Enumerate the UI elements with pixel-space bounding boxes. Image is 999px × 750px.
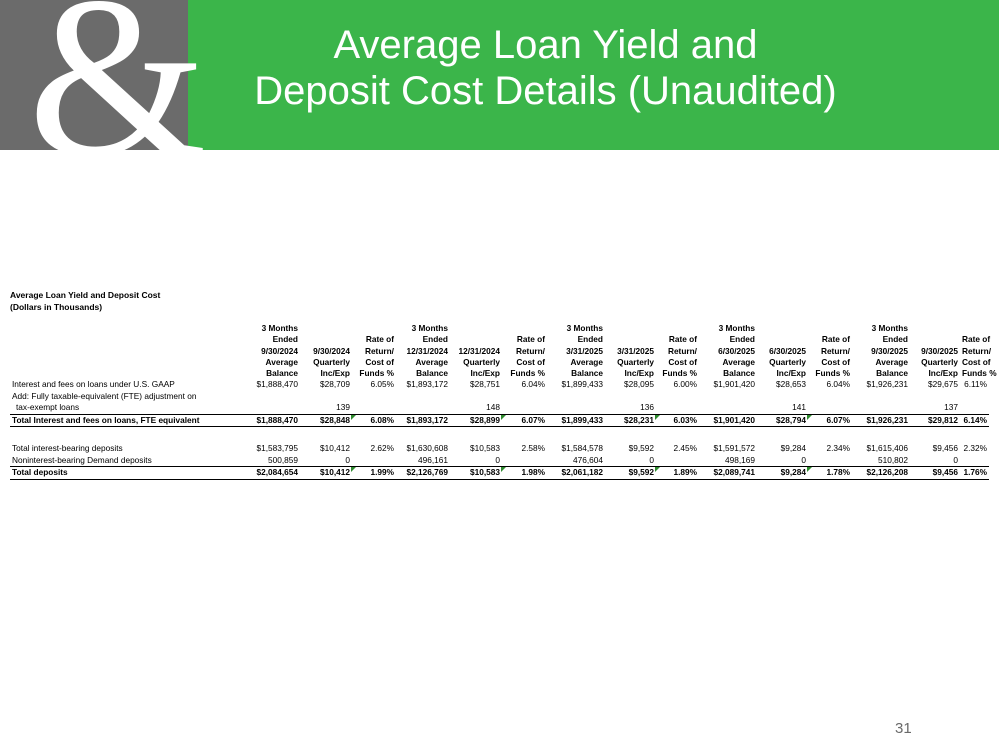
- cell-value: 1.89%: [673, 467, 697, 478]
- column-header: [960, 323, 997, 379]
- table-cell: $9,456: [910, 467, 960, 480]
- column-header: [396, 323, 450, 379]
- column-header-line: Cost of: [365, 356, 394, 367]
- table-cell: [502, 455, 547, 467]
- table-cell: $9,456: [932, 443, 958, 454]
- table-cell: $28,095: [624, 379, 654, 390]
- table-cell: $1,630,608: [406, 443, 448, 454]
- column-header-line: 12/31/2024: [406, 345, 448, 356]
- table-cell: $9,284: [780, 443, 806, 454]
- column-header-line: Quarterly: [769, 356, 806, 367]
- table-cell: [808, 467, 852, 480]
- table-cell: $1,584,578: [561, 443, 603, 454]
- column-header-line: Rate of: [962, 334, 991, 345]
- table-cell: $2,126,769: [396, 467, 450, 480]
- row-label: Total Interest and fees on loans, FTE equivalent: [10, 414, 241, 427]
- column-header: [300, 323, 352, 379]
- table-cell: $1,899,433: [561, 379, 603, 390]
- table-cell: [547, 391, 605, 403]
- column-header-line: Cost of: [821, 356, 850, 367]
- table-cell: [699, 391, 757, 403]
- column-header-line: Funds %: [662, 368, 697, 379]
- table-cell: $28,653: [776, 379, 806, 390]
- table-cell: 6.05%: [370, 379, 394, 390]
- table-cell: $1,926,231: [852, 414, 910, 427]
- slide-title: [188, 22, 903, 114]
- table-cell: 510,802: [878, 454, 908, 465]
- table-cell: [352, 414, 396, 427]
- column-header-line: 9/30/2024: [261, 345, 298, 356]
- table-cell: 6.14%: [960, 414, 989, 427]
- table-cell: $1,591,572: [713, 443, 755, 454]
- table-cell: $2,126,208: [852, 467, 910, 480]
- table-cell: [502, 391, 547, 403]
- column-header-line: Return/: [962, 345, 992, 356]
- table-cell: [699, 402, 757, 414]
- column-header-line: 3 Months: [718, 323, 755, 333]
- cell-marker-icon: [501, 415, 506, 420]
- table-cell: $1,893,172: [406, 379, 448, 390]
- table-cell: 0: [953, 454, 958, 465]
- table-cell: $1,615,406: [866, 443, 908, 454]
- table-cell: [396, 391, 450, 403]
- table-cell: [547, 427, 605, 444]
- row-label: Total deposits: [10, 467, 241, 480]
- table-cell: $1,893,172: [396, 414, 450, 427]
- table-cell: [352, 455, 396, 467]
- page-number: 31: [895, 720, 912, 737]
- total-row: [10, 467, 989, 480]
- column-header-line: Balance: [416, 368, 448, 379]
- table-cell: [656, 402, 699, 414]
- column-header-line: Average: [875, 356, 908, 367]
- column-header-line: Return/: [820, 345, 850, 356]
- column-header-line: 3 Months: [566, 323, 603, 333]
- table-cell: [656, 391, 699, 403]
- column-header-line: Average: [415, 356, 448, 367]
- column-header-line: Cost of: [516, 356, 545, 367]
- table-cell: 0: [495, 454, 500, 465]
- table-cell: [352, 467, 396, 480]
- table-cell: [502, 414, 547, 427]
- table-cell: 136: [640, 402, 654, 413]
- cell-marker-icon: [655, 467, 660, 472]
- table-cell: [910, 391, 960, 403]
- header-label-cell: [10, 323, 241, 379]
- column-header-line: Quarterly: [313, 356, 350, 367]
- table-row: [10, 379, 989, 391]
- cell-marker-icon: [351, 415, 356, 420]
- cell-marker-icon: [655, 415, 660, 420]
- table-cell: [396, 427, 450, 444]
- table-cell: 2.58%: [521, 443, 545, 454]
- table-cell: [699, 427, 757, 444]
- loan-yield-deposit-cost-table: [10, 323, 997, 480]
- column-header-line: Rate of: [516, 334, 545, 345]
- column-header-line: Average: [265, 356, 298, 367]
- column-header: [910, 323, 960, 379]
- table-row: [10, 402, 989, 414]
- table-cell: [300, 391, 352, 403]
- table-cell: [852, 402, 910, 414]
- table-cell: [960, 391, 989, 403]
- slide-title-line-1: Average Loan Yield and: [333, 23, 758, 67]
- column-header: [852, 323, 910, 379]
- column-header-line: Funds %: [962, 368, 997, 379]
- table-cell: 2.62%: [370, 443, 394, 454]
- table-cell: [960, 455, 989, 467]
- column-header-line: Inc/Exp: [320, 368, 350, 379]
- spacer-row: [10, 427, 989, 444]
- column-header-line: Return/: [515, 345, 545, 356]
- logo-panel: [0, 0, 207, 204]
- table-cell: [241, 391, 300, 403]
- table-cell: $28,848: [300, 414, 352, 427]
- table-cell: [656, 414, 699, 427]
- table-cell: 6.00%: [673, 379, 697, 390]
- column-header-line: Ended: [729, 334, 755, 345]
- table-cell: 0: [649, 454, 654, 465]
- table-cell: [808, 402, 852, 414]
- column-header-line: Quarterly: [617, 356, 654, 367]
- table-cell: 6.04%: [521, 379, 545, 390]
- column-header-line: Inc/Exp: [470, 368, 500, 379]
- cell-value: 6.03%: [673, 414, 697, 425]
- column-header-line: Funds %: [510, 368, 545, 379]
- cell-value: 1.98%: [521, 467, 545, 478]
- table-cell: [450, 391, 502, 403]
- column-header-line: Cost of: [668, 356, 697, 367]
- table-cell: [396, 402, 450, 414]
- table-row: [10, 455, 989, 467]
- table-cell: 6.04%: [826, 379, 850, 390]
- table-cell: [960, 402, 989, 414]
- cell-marker-icon: [501, 467, 506, 472]
- table-cell: [656, 467, 699, 480]
- column-header-line: Funds %: [815, 368, 850, 379]
- column-header: [808, 323, 852, 379]
- column-header-line: Ended: [882, 334, 908, 345]
- table-cell: $1,901,420: [699, 414, 757, 427]
- table-subtitle: (Dollars in Thousands): [10, 302, 103, 312]
- table-cell: $9,592: [628, 443, 654, 454]
- table-cell: [656, 427, 699, 444]
- cell-value: 6.07%: [521, 414, 545, 425]
- table-cell: [241, 427, 300, 444]
- cell-value: 1.99%: [370, 467, 394, 478]
- table-cell: [605, 391, 656, 403]
- column-header: [547, 323, 605, 379]
- table-cell: 141: [792, 402, 806, 413]
- table-cell: $1,899,433: [547, 414, 605, 427]
- table-cell: [352, 402, 396, 414]
- table-cell: [300, 427, 352, 444]
- table-cell: $28,794: [757, 414, 808, 427]
- row-label: [10, 427, 241, 444]
- column-header-line: Ended: [272, 334, 298, 345]
- table-row: [10, 443, 989, 455]
- row-label: Total interest-bearing deposits: [12, 443, 123, 454]
- table-cell: $9,284: [757, 467, 808, 480]
- column-header-line: 3 Months: [261, 323, 298, 333]
- table-title: Average Loan Yield and Deposit Cost: [10, 290, 161, 300]
- column-header-line: 9/30/2025: [871, 345, 908, 356]
- column-header-line: Average: [570, 356, 603, 367]
- column-header: [656, 323, 699, 379]
- column-header-line: Balance: [266, 368, 298, 379]
- column-header-line: 6/30/2025: [769, 345, 806, 356]
- table-cell: 500,859: [268, 454, 298, 465]
- column-header-line: Quarterly: [463, 356, 500, 367]
- column-header-line: 3 Months: [871, 323, 908, 333]
- table-cell: [656, 455, 699, 467]
- table-cell: 0: [345, 454, 350, 465]
- table-cell: [960, 427, 989, 444]
- table-cell: $10,412: [300, 467, 352, 480]
- table-heading: [10, 289, 160, 313]
- table-cell: 6.11%: [964, 379, 987, 390]
- table-cell: $28,751: [470, 379, 500, 390]
- cell-value: 6.08%: [370, 414, 394, 425]
- table-cell: $29,812: [910, 414, 960, 427]
- table-cell: $1,583,795: [256, 443, 298, 454]
- column-header-line: Funds %: [359, 368, 394, 379]
- column-header-line: Ended: [577, 334, 603, 345]
- cell-marker-icon: [807, 415, 812, 420]
- table-cell: [450, 427, 502, 444]
- table-cell: $10,412: [320, 443, 350, 454]
- table-cell: 137: [944, 402, 958, 413]
- table-cell: $2,061,182: [547, 467, 605, 480]
- table-cell: $2,084,654: [241, 467, 300, 480]
- column-header-line: Average: [722, 356, 755, 367]
- column-header-line: Ended: [422, 334, 448, 345]
- cell-value: 1.78%: [826, 467, 850, 478]
- table-cell: [808, 427, 852, 444]
- column-header-line: Rate of: [668, 334, 697, 345]
- table-cell: [808, 391, 852, 403]
- table-cell: $2,089,741: [699, 467, 757, 480]
- table-cell: [910, 427, 960, 444]
- table-cell: 139: [336, 402, 350, 413]
- table-cell: [852, 391, 910, 403]
- row-label: Noninterest-bearing Demand deposits: [12, 454, 152, 465]
- column-header-line: Quarterly: [921, 356, 958, 367]
- table-cell: 1.76%: [960, 467, 989, 480]
- table-cell: $29,675: [928, 379, 958, 390]
- table-cell: [757, 427, 808, 444]
- column-header: [757, 323, 808, 379]
- column-header-line: 9/30/2025: [921, 345, 958, 356]
- column-header: [699, 323, 757, 379]
- column-header-line: Inc/Exp: [624, 368, 654, 379]
- column-header-line: Balance: [723, 368, 755, 379]
- table-cell: 0: [801, 454, 806, 465]
- total-row: [10, 414, 989, 427]
- table-cell: $9,592: [605, 467, 656, 480]
- table-cell: [502, 402, 547, 414]
- column-header: [605, 323, 656, 379]
- table-cell: [502, 467, 547, 480]
- table-cell: 498,169: [725, 454, 755, 465]
- cell-value: 6.07%: [826, 414, 850, 425]
- column-header-line: 6/30/2025: [718, 345, 755, 356]
- table-cell: [241, 402, 300, 414]
- column-header-line: 12/31/2024: [458, 345, 500, 356]
- column-header-line: Inc/Exp: [776, 368, 806, 379]
- table-cell: [352, 391, 396, 403]
- table-cell: $28,231: [605, 414, 656, 427]
- column-header-line: Return/: [364, 345, 394, 356]
- column-header: [352, 323, 396, 379]
- table-cell: [808, 414, 852, 427]
- column-header-line: Inc/Exp: [928, 368, 958, 379]
- ampersand-logo: &: [28, 0, 207, 204]
- table-cell: $1,926,231: [866, 379, 908, 390]
- row-label: Add: Fully taxable-equivalent (FTE) adjustment on: [12, 390, 197, 401]
- table-cell: 476,604: [573, 454, 603, 465]
- table-cell: 148: [486, 402, 500, 413]
- table-cell: 496,161: [418, 454, 448, 465]
- table-cell: $28,709: [320, 379, 350, 390]
- table-cell: [852, 427, 910, 444]
- column-header: [241, 323, 300, 379]
- column-header-line: Cost of: [962, 356, 991, 367]
- table-cell: $1,888,470: [241, 414, 300, 427]
- header-row: [10, 323, 989, 379]
- table-cell: $1,888,470: [256, 379, 298, 390]
- table-cell: $10,583: [470, 443, 500, 454]
- column-header: [450, 323, 502, 379]
- table-cell: $10,583: [450, 467, 502, 480]
- column-header-line: 9/30/2024: [313, 345, 350, 356]
- cell-marker-icon: [807, 467, 812, 472]
- table-cell: $28,899: [450, 414, 502, 427]
- table-cell: [502, 427, 547, 444]
- column-header-line: Rate of: [821, 334, 850, 345]
- column-header-line: Balance: [571, 368, 603, 379]
- table-row: [10, 391, 989, 403]
- column-header-line: 3 Months: [411, 323, 448, 333]
- table-cell: 2.32%: [963, 443, 987, 454]
- table-cell: [808, 455, 852, 467]
- column-header: [502, 323, 547, 379]
- table-cell: 2.45%: [673, 443, 697, 454]
- column-header-line: 3/31/2025: [617, 345, 654, 356]
- column-header-line: Return/: [667, 345, 697, 356]
- table-cell: [605, 427, 656, 444]
- table-cell: [352, 427, 396, 444]
- table-cell: 2.34%: [826, 443, 850, 454]
- row-label: tax-exempt loans: [16, 402, 80, 413]
- table-cell: $1,901,420: [713, 379, 755, 390]
- column-header-line: Balance: [876, 368, 908, 379]
- row-label: Interest and fees on loans under U.S. GAAP: [12, 379, 175, 390]
- table-cell: [547, 402, 605, 414]
- column-header-line: Rate of: [365, 334, 394, 345]
- table-cell: [757, 391, 808, 403]
- slide-title-line-2: Deposit Cost Details (Unaudited): [254, 69, 837, 113]
- column-header-line: 3/31/2025: [566, 345, 603, 356]
- cell-marker-icon: [351, 467, 356, 472]
